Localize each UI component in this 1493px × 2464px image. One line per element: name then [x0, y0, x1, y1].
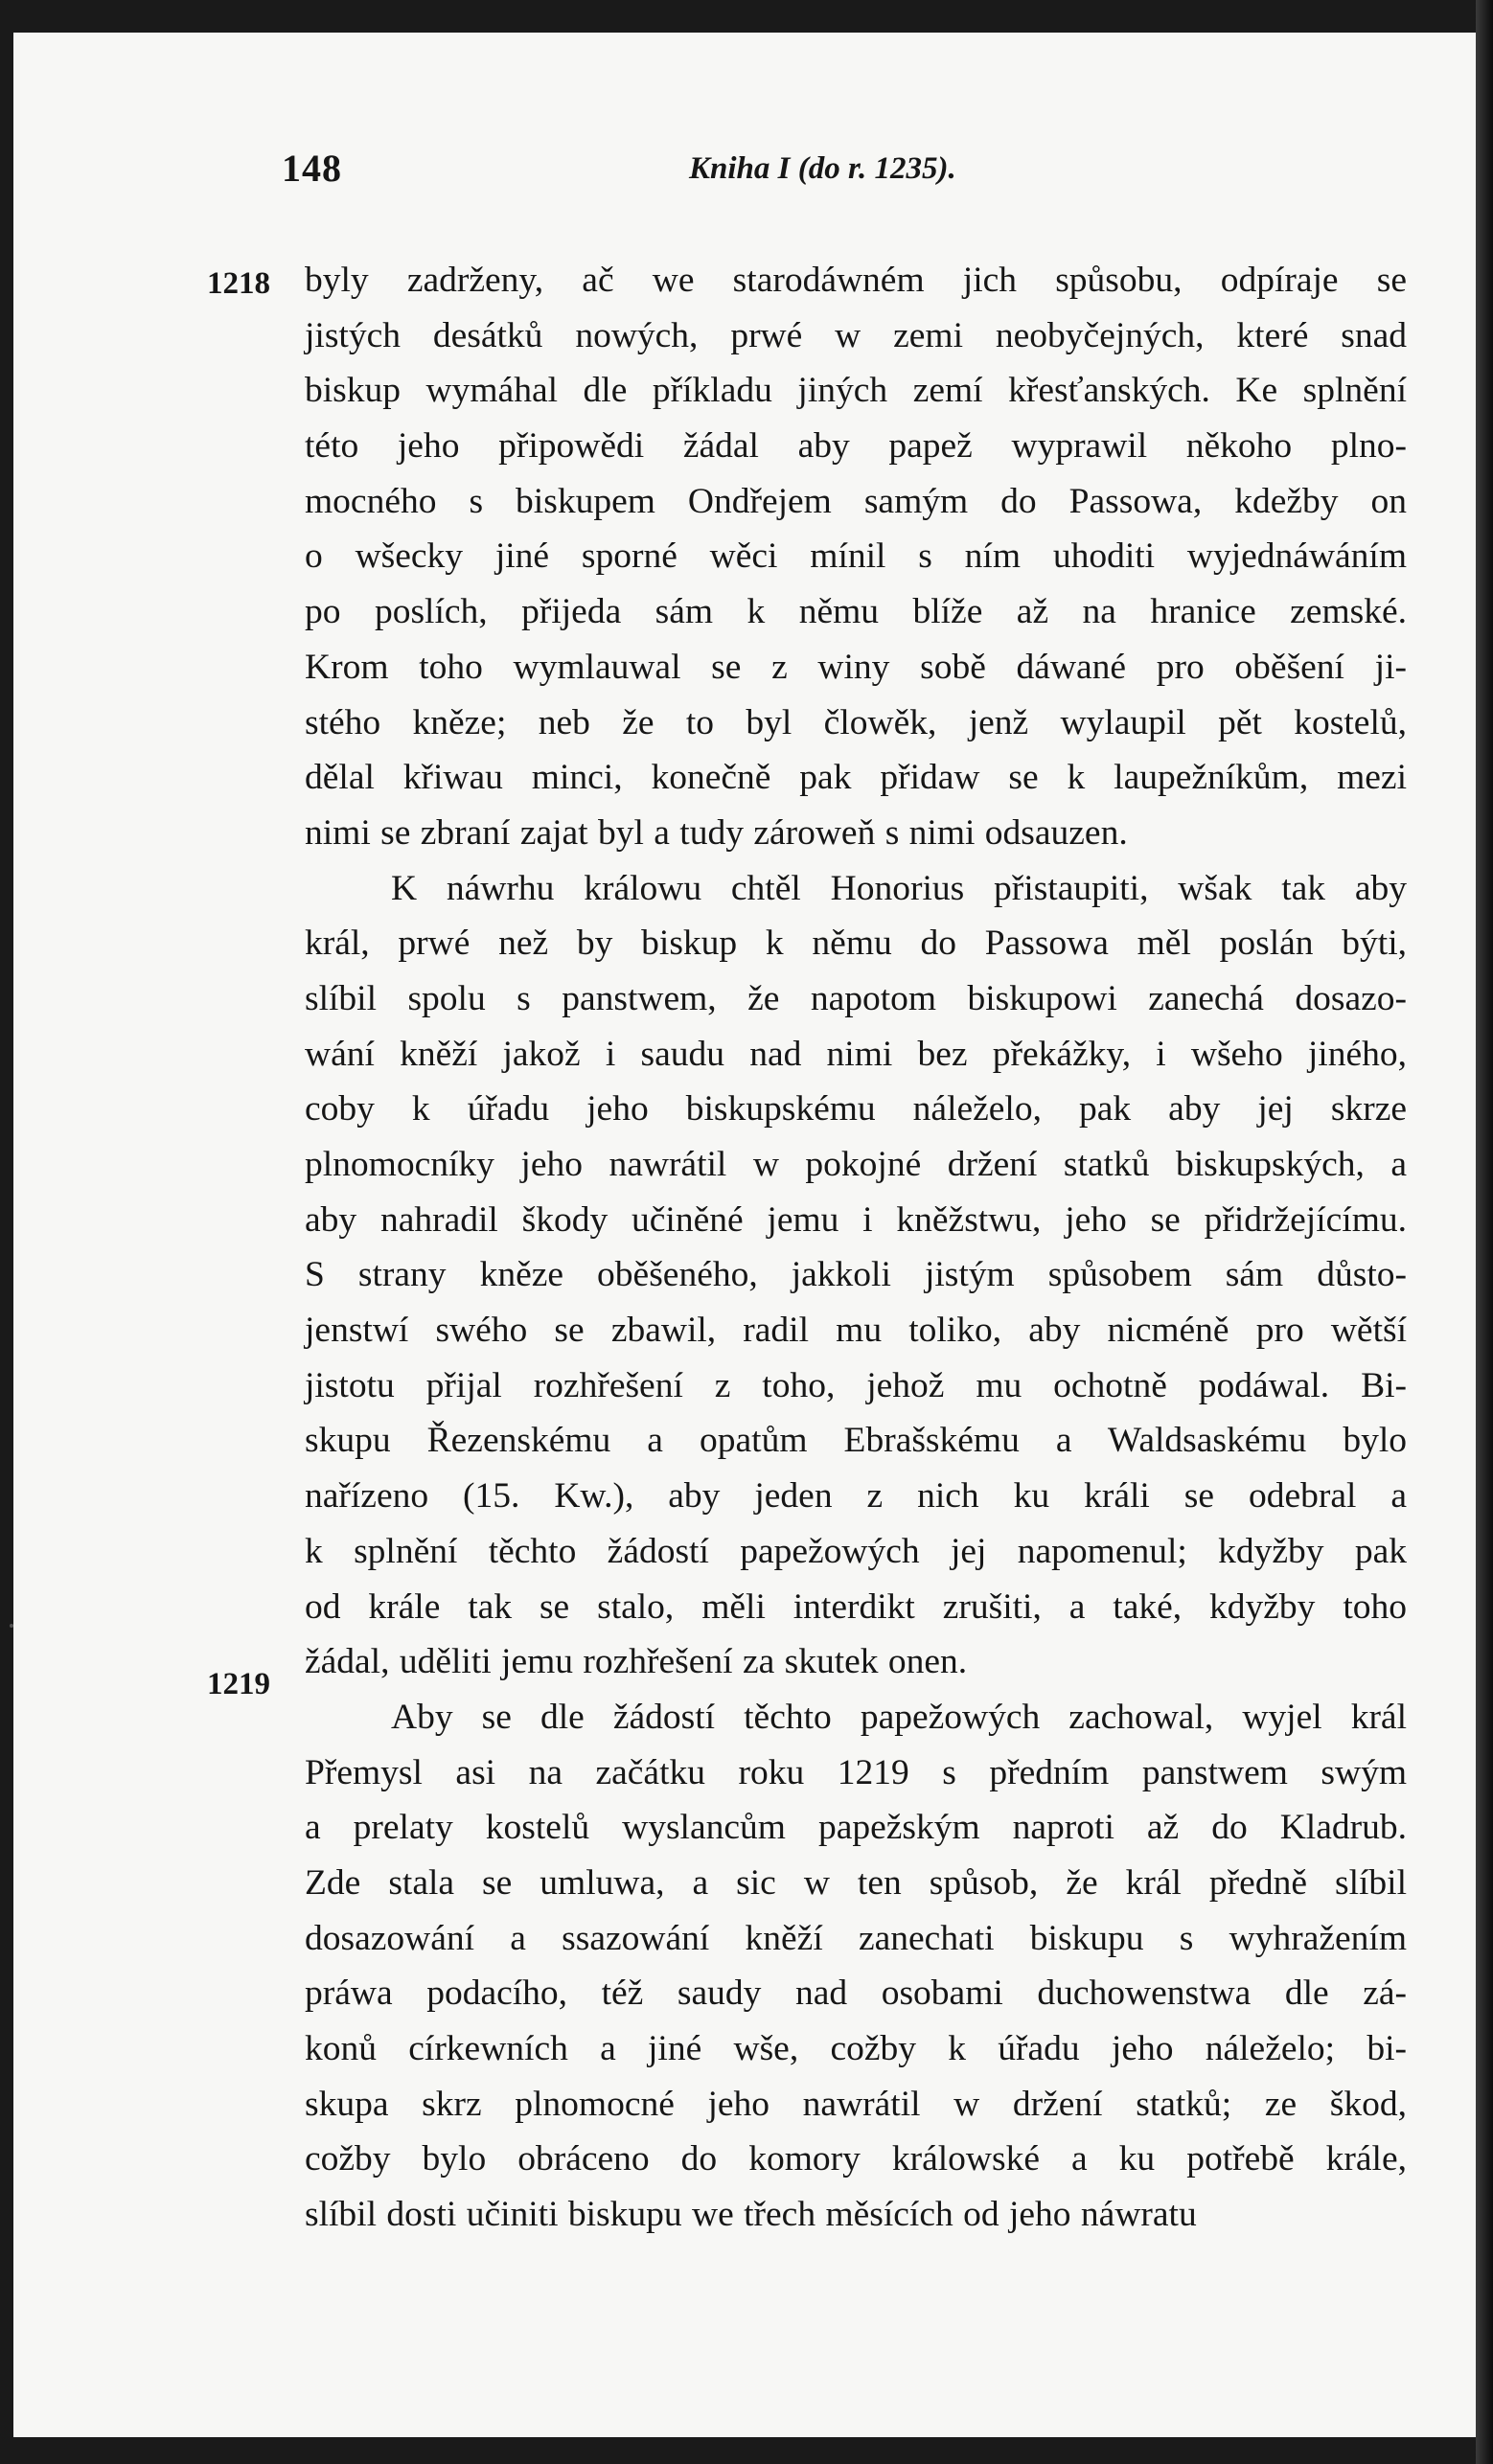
- text-line: S strany kněze oběšeného, jakkoli jistým spůsobem sám důsto-: [305, 1255, 1407, 1295]
- text-line: k splnění těchto žádostí papežowých jej napomenul; kdyžby pak: [305, 1531, 1407, 1571]
- text-line: Krom toho wymlauwal se z winy sobě dáwané pro oběšení ji-: [305, 647, 1407, 687]
- paragraph: [305, 861, 1407, 1690]
- text-line: cožby bylo obráceno do komory králowské a ku potřebě krále,: [305, 2139, 1407, 2179]
- running-head: Kniha I (do r. 1235).: [689, 151, 956, 186]
- text-line: jistých desátků nowých, prwé w zemi neobyčejných, které snad: [305, 315, 1407, 355]
- text-line: Přemysl asi na začátku roku 1219 s předním panstwem swým: [305, 1752, 1407, 1792]
- page-edge-shadow: [1476, 0, 1493, 2464]
- text-line: jistotu přijal rozhřešení z toho, jehož mu ochotně podáwal. Bi-: [305, 1365, 1407, 1405]
- text-line: po poslích, přijeda sám k němu blíže až na hranice zemské.: [305, 592, 1407, 632]
- text-line: aby nahradil škody učiněné jemu i kněžstwu, jeho se přidržejícímu.: [305, 1199, 1407, 1240]
- text-line: dělal křiwau minci, konečně pak přidaw se k laupežníkům, mezi: [305, 758, 1407, 798]
- text-line: nařízeno (15. Kw.), aby jeden z nich ku králi se odebral a: [305, 1476, 1407, 1517]
- margin-year-1219: 1219: [207, 1667, 270, 1701]
- text-line: práwa podacího, též saudy nad osobami duchowenstwa dle zá-: [305, 1973, 1407, 2014]
- text-line: byly zadrženy, ač we starodáwném jich spůsobu, odpíraje se: [305, 261, 1407, 300]
- text-line: slíbil dosti učiniti biskupu we třech měsících od jeho náwratu: [305, 2195, 1197, 2235]
- page-number: 148: [282, 147, 342, 190]
- paragraph: [305, 1690, 1407, 2243]
- text-line: plnomocníky jeho nawrátil w pokojné držení statků biskupských, a: [305, 1145, 1407, 1184]
- text-line: mocného s biskupem Ondřejem samým do Passowa, kdežby on: [305, 481, 1407, 521]
- text-line: této jeho připowědi žádal aby papež wyprawil někoho plno-: [305, 426, 1407, 467]
- text-line: slíbil spolu s panstwem, že napotom biskupowi zanechá dosazo-: [305, 978, 1407, 1018]
- margin-year-1218: 1218: [207, 266, 270, 301]
- text-line: coby k úřadu jeho biskupskému náleželo, pak aby jej skrze: [305, 1089, 1407, 1129]
- body-text: [305, 253, 1407, 2243]
- text-line: Zde stala se umluwa, a sic w ten spůsob, že král předně slíbil: [305, 1862, 1407, 1903]
- text-line: jenstwí swého se zbawil, radil mu toliko, aby nicméně pro wětší: [305, 1311, 1407, 1351]
- text-line: nimi se zbraní zajat byl a tudy zároweň s nimi odsauzen.: [305, 812, 1128, 853]
- page-header: [282, 146, 1422, 222]
- text-line: Aby se dle žádostí těchto papežowých zachowal, wyjel král: [391, 1697, 1407, 1737]
- text-line: wání kněží jakož i saudu nad nimi bez překážky, i wšeho jiného,: [305, 1034, 1407, 1074]
- text-line: K náwrhu králowu chtěl Honorius přistaupiti, wšak tak aby: [391, 868, 1407, 908]
- scan-speck: [10, 1624, 13, 1628]
- text-line: biskup wymáhal dle příkladu jiných zemí křesťanských. Ke splnění: [305, 371, 1407, 411]
- text-line: skupu Řezenskému a opatům Ebrašskému a Waldsaskému bylo: [305, 1421, 1407, 1461]
- text-line: král, prwé než by biskup k němu do Passowa měl poslán býti,: [305, 924, 1407, 964]
- text-line: od krále tak se stalo, měli interdikt zrušiti, a také, kdyžby toho: [305, 1586, 1407, 1627]
- text-line: stého kněze; neb že to byl člowěk, jenž wylaupil pět kostelů,: [305, 702, 1407, 742]
- text-line: dosazowání a ssazowání kněží zanechati biskupu s wyhražením: [305, 1918, 1407, 1958]
- text-line: konů církewních a jiné wše, cožby k úřadu jeho náleželo; bi-: [305, 2029, 1407, 2068]
- text-line: skupa skrz plnomocné jeho nawrátil w držení statků; ze škod,: [305, 2084, 1407, 2124]
- paragraph: [305, 253, 1407, 861]
- text-line: a prelaty kostelů wyslancům papežským naproti až do Kladrub.: [305, 1808, 1407, 1848]
- text-line: žádal, uděliti jemu rozhřešení za skutek onen.: [305, 1642, 968, 1682]
- text-line: o wšecky jiné sporné wěci mínil s ním uhoditi wyjednáwáním: [305, 536, 1407, 577]
